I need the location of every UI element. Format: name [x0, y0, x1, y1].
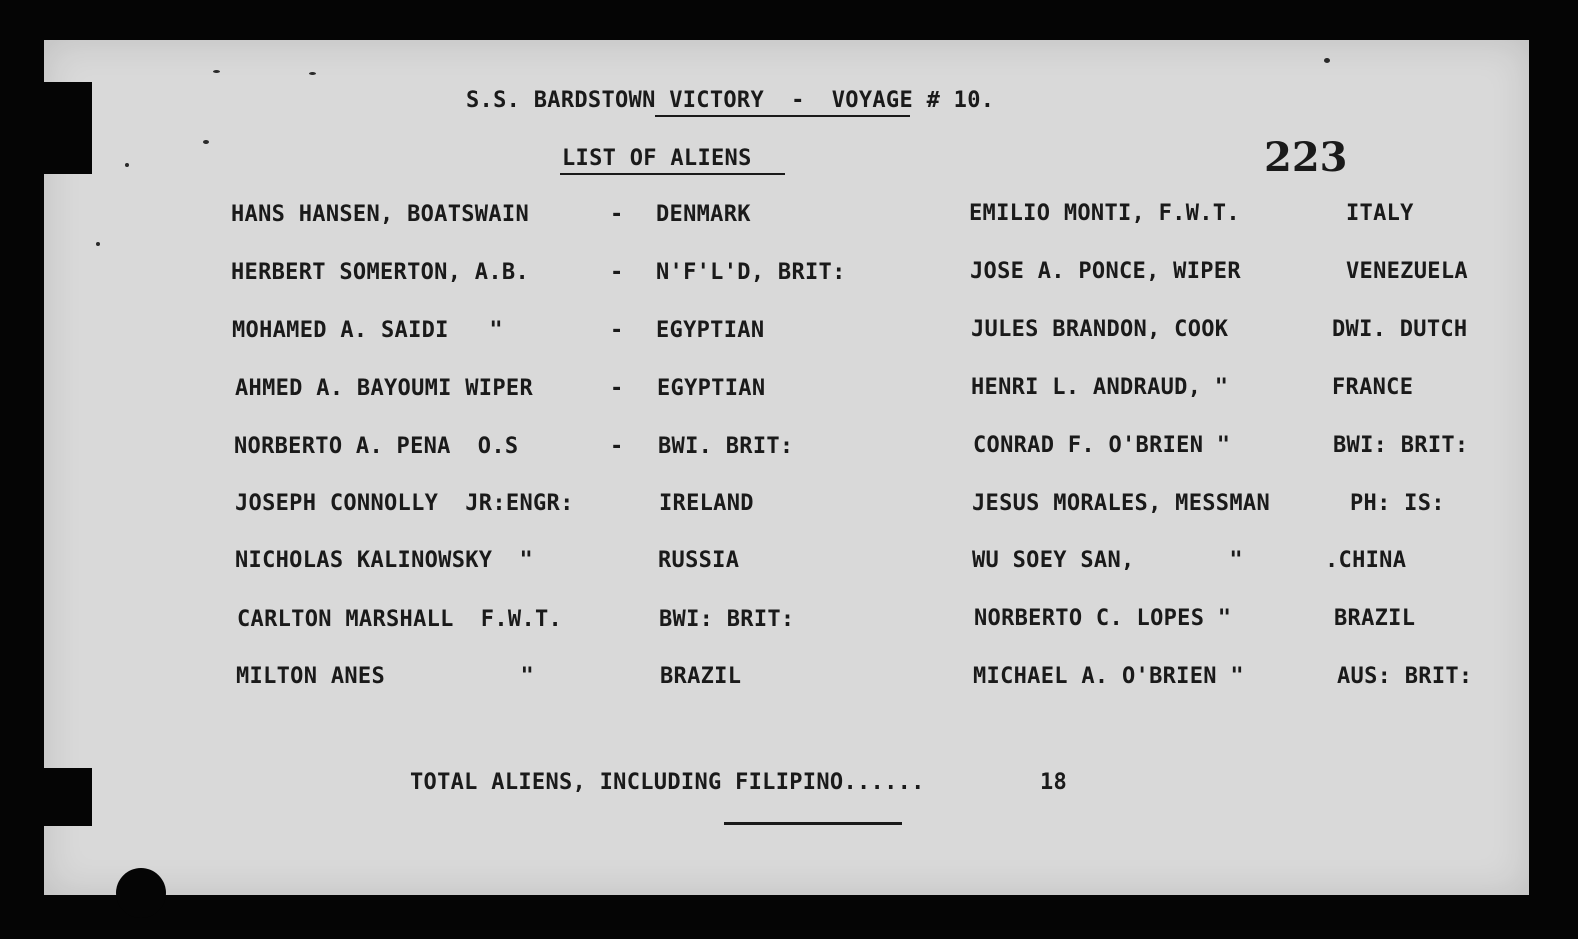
right-nationality: .CHINA: [1325, 548, 1407, 573]
speck: [1324, 58, 1330, 63]
title-suffix: # 10.: [913, 88, 995, 113]
footer-rule: [724, 822, 902, 825]
speck: [203, 140, 209, 144]
left-nationality: RUSSIA: [658, 548, 740, 573]
speck: [125, 163, 129, 167]
left-name-role: MOHAMED A. SAIDI ": [232, 318, 503, 343]
right-nationality: BRAZIL: [1334, 606, 1416, 631]
left-nationality: BWI. BRIT:: [658, 434, 794, 459]
left-nationality: EGYPTIAN: [657, 376, 766, 401]
left-name-role: CARLTON MARSHALL F.W.T.: [237, 607, 563, 632]
right-name-role: EMILIO MONTI, F.W.T.: [969, 201, 1240, 226]
title-ship: VICTORY: [669, 88, 765, 113]
left-name-role: JOSEPH CONNOLLY JR:ENGR:: [235, 491, 574, 516]
right-nationality: FRANCE: [1332, 375, 1414, 400]
left-name-role: AHMED A. BAYOUMI WIPER: [235, 376, 533, 401]
speck: [96, 242, 100, 246]
right-nationality: ITALY: [1346, 201, 1414, 226]
left-dash: -: [610, 434, 624, 459]
title-prefix: S.S. BARDSTOWN: [466, 88, 670, 113]
left-dash: -: [610, 318, 624, 343]
right-nationality: BWI: BRIT:: [1333, 433, 1469, 458]
title-dash: -: [764, 88, 832, 113]
title-underline: [655, 115, 910, 117]
right-name-role: WU SOEY SAN, ": [972, 548, 1243, 573]
speck: [213, 70, 220, 73]
left-dash: -: [610, 260, 624, 285]
edge-damage-top: [44, 82, 92, 174]
speck: [309, 72, 316, 75]
binder-hole: [116, 868, 166, 918]
left-nationality: IRELAND: [659, 491, 754, 516]
left-nationality: EGYPTIAN: [656, 318, 765, 343]
right-name-role: MICHAEL A. O'BRIEN ": [973, 664, 1244, 689]
right-name-role: JESUS MORALES, MESSMAN: [972, 491, 1270, 516]
left-nationality: DENMARK: [656, 202, 751, 227]
left-nationality: BWI: BRIT:: [659, 607, 795, 632]
left-name-role: MILTON ANES ": [236, 664, 534, 689]
right-name-role: NORBERTO C. LOPES ": [974, 606, 1232, 631]
left-name-role: HANS HANSEN, BOATSWAIN: [231, 202, 529, 227]
right-name-role: CONRAD F. O'BRIEN ": [973, 433, 1231, 458]
left-dash: -: [610, 376, 624, 401]
total-aliens-label: TOTAL ALIENS, INCLUDING FILIPINO......: [410, 770, 925, 795]
left-dash: -: [610, 202, 624, 227]
right-nationality: DWI. DUTCH: [1332, 317, 1468, 342]
right-name-role: JULES BRANDON, COOK: [971, 317, 1229, 342]
ship-title: [466, 88, 994, 114]
page-number: 223: [1264, 134, 1348, 181]
left-nationality: BRAZIL: [660, 664, 742, 689]
right-nationality: VENEZUELA: [1346, 259, 1468, 284]
edge-damage-bottom: [44, 768, 92, 826]
left-nationality: N'F'L'D, BRIT:: [656, 260, 846, 285]
right-name-role: HENRI L. ANDRAUD, ": [971, 375, 1229, 400]
left-name-role: NORBERTO A. PENA O.S: [234, 434, 519, 459]
total-aliens-value: 18: [1040, 770, 1068, 795]
subtitle-underline: [560, 173, 785, 175]
right-name-role: JOSE A. PONCE, WIPER: [970, 259, 1241, 284]
right-nationality: PH: IS:: [1350, 491, 1445, 516]
title-voyage: VOYAGE: [831, 88, 914, 113]
left-name-role: NICHOLAS KALINOWSKY ": [235, 548, 533, 573]
right-nationality: AUS: BRIT:: [1337, 664, 1473, 689]
document-subtitle: LIST OF ALIENS: [562, 146, 752, 171]
left-name-role: HERBERT SOMERTON, A.B.: [231, 260, 529, 285]
